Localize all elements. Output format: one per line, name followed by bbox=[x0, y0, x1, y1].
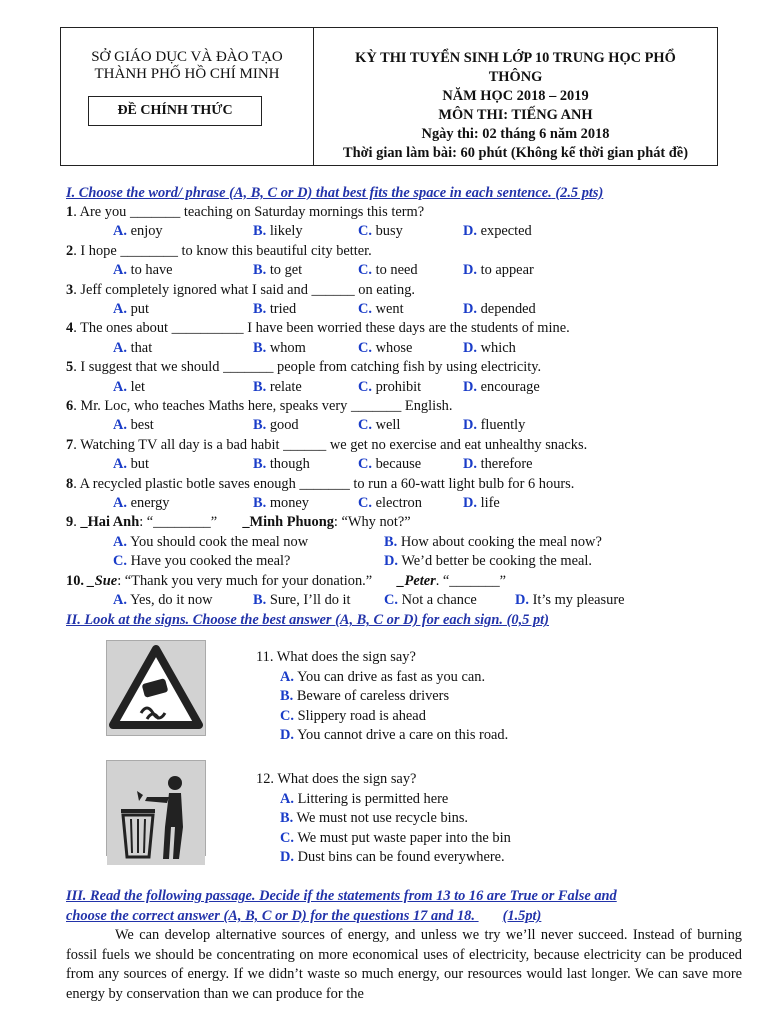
option-9a[interactable]: A. You should cook the meal now bbox=[113, 533, 309, 550]
option-3b[interactable]: B. tried bbox=[253, 301, 297, 317]
option-2a[interactable]: A. to have bbox=[113, 262, 173, 279]
option-8a[interactable]: A. energy bbox=[113, 494, 170, 511]
header-right bbox=[314, 28, 717, 165]
option-7b[interactable]: B. though bbox=[253, 456, 310, 473]
question-2-options bbox=[66, 261, 742, 280]
question-5: 5. I suggest that we should _______ people from catching fish by using electricity. bbox=[66, 359, 542, 376]
question-7: 7. Watching TV all day is a bad habit ______ we get no exercise and eat unhealthy snacks. bbox=[66, 436, 588, 453]
option-10c[interactable]: C. Not a chance bbox=[384, 591, 477, 608]
option-6d[interactable]: D. fluently bbox=[463, 417, 526, 434]
option-5b[interactable]: B. relate bbox=[253, 378, 302, 395]
exam-title: KỲ THI TUYỂN SINH LỚP 10 TRUNG HỌC PHỔ bbox=[355, 50, 676, 66]
option-10b[interactable]: B. Sure, I’ll do it bbox=[253, 591, 351, 608]
option-9b[interactable]: B. How about cooking the meal now? bbox=[384, 533, 602, 550]
option-2b[interactable]: B. to get bbox=[253, 262, 303, 279]
question-4-options bbox=[66, 339, 742, 358]
option-5d[interactable]: D. encourage bbox=[463, 378, 540, 395]
option-10d[interactable]: D. It’s my pleasure bbox=[515, 591, 625, 608]
question-list bbox=[66, 203, 742, 513]
option-4c[interactable]: C. whose bbox=[358, 339, 413, 356]
question-10-options bbox=[66, 591, 742, 610]
exam-subject: MÔN THI: TIẾNG ANH bbox=[438, 107, 593, 123]
option-1c[interactable]: C. busy bbox=[358, 223, 403, 240]
option-11d[interactable]: D. You cannot drive a care on this road. bbox=[280, 726, 509, 743]
exam-duration: Thời gian làm bài: 60 phút (Không kể thời gian phát đề) bbox=[342, 145, 688, 161]
question-11: 11. What does the sign say? A. You can drive as fast as you can. B. Beware of careless drivers C. Slippery road is ahead D. You cannot drive a care on this road. bbox=[256, 648, 508, 745]
option-8d[interactable]: D. life bbox=[463, 494, 500, 511]
option-12a[interactable]: A. Littering is permitted here bbox=[280, 790, 449, 807]
exam-title-cont: THÔNG bbox=[488, 69, 543, 85]
option-6b[interactable]: B. good bbox=[253, 417, 299, 434]
reading-passage: We can develop alternative sources of energy, and unless we try we’ll never succeed. Instead of burning fossil fuels we should be concentrating on more economical uses of electricity, because electricity can be produced from any sources of energy. If we didn’t waste so much energy, our resources would last longer. We can save more energy by conservation than we can produce for the bbox=[66, 927, 742, 1002]
option-2d[interactable]: D. to appear bbox=[463, 262, 534, 279]
option-12b[interactable]: B. We must not use recycle bins. bbox=[280, 810, 469, 827]
option-1d[interactable]: D. expected bbox=[463, 223, 532, 240]
question-3-options bbox=[66, 300, 742, 319]
question-5-options bbox=[66, 378, 742, 397]
question-9-options-row1 bbox=[66, 533, 742, 552]
question-3: 3. Jeff completely ignored what I said and ______ on eating. bbox=[66, 281, 416, 298]
option-6c[interactable]: C. well bbox=[358, 417, 401, 434]
official-stamp: ĐỀ CHÍNH THỨC bbox=[88, 96, 262, 126]
option-3d[interactable]: D. depended bbox=[463, 301, 536, 317]
exam-content bbox=[66, 183, 742, 1004]
question-2: 2. I hope ________ to know this beautiful city better. bbox=[66, 242, 372, 259]
question-4: 4. The ones about __________ I have been worried these days are the students of mine. bbox=[66, 320, 570, 337]
option-10a[interactable]: A. Yes, do it now bbox=[113, 591, 213, 608]
question-10: 10. _Sue: “Thank you very much for your donation.” _Peter. “_______” bbox=[66, 572, 507, 589]
section-1-title: I. Choose the word/ phrase (A, B, C or D) that best fits the space in each sentence. (2.5 pts) bbox=[66, 185, 604, 201]
option-6a[interactable]: A. best bbox=[113, 417, 154, 434]
sign-question-11 bbox=[66, 638, 742, 756]
option-12c[interactable]: C. We must put waste paper into the bin bbox=[280, 829, 511, 846]
option-4b[interactable]: B. whom bbox=[253, 339, 306, 356]
question-6: 6. Mr. Loc, who teaches Maths here, speaks very _______ English. bbox=[66, 397, 453, 414]
question-1: 1. Are you _______ teaching on Saturday mornings this term? bbox=[66, 204, 425, 220]
issuing-department: SỞ GIÁO DỤC VÀ ĐÀO TẠO THÀNH PHỐ HỒ CHÍ MINH bbox=[91, 49, 283, 82]
option-9c[interactable]: C. Have you cooked the meal? bbox=[113, 553, 291, 570]
option-11c[interactable]: C. Slippery road is ahead bbox=[280, 707, 426, 724]
exam-header bbox=[60, 27, 718, 166]
option-9d[interactable]: D. We’d better be cooking the meal. bbox=[384, 553, 592, 570]
litter-bin-sign-icon bbox=[106, 760, 206, 856]
option-8b[interactable]: B. money bbox=[253, 494, 309, 511]
school-year: NĂM HỌC 2018 – 2019 bbox=[442, 88, 589, 104]
option-4a[interactable]: A. that bbox=[113, 339, 153, 356]
option-7c[interactable]: C. because bbox=[358, 456, 422, 473]
option-3a[interactable]: A. put bbox=[113, 301, 149, 317]
section-2-title: II. Look at the signs. Choose the best answer (A, B, C or D) for each sign. (0,5 pt) bbox=[66, 612, 549, 629]
option-4d[interactable]: D. which bbox=[463, 339, 516, 356]
question-6-options bbox=[66, 416, 742, 435]
header-left bbox=[61, 28, 314, 165]
option-11b[interactable]: B. Beware of careless drivers bbox=[280, 688, 450, 705]
option-2c[interactable]: C. to need bbox=[358, 262, 418, 279]
question-9: 9. _Hai Anh: “________” _Minh Phuong: “Why not?” bbox=[66, 514, 411, 531]
option-7a[interactable]: A. but bbox=[113, 456, 149, 473]
question-9-options-row2 bbox=[66, 552, 742, 571]
question-12: 12. What does the sign say? A. Littering is permitted here B. We must not use recycle bins. C. We must put waste paper into the bin D. Dust bins can be found everywhere. bbox=[256, 770, 511, 867]
slippery-road-sign-icon bbox=[106, 640, 206, 736]
option-1a[interactable]: A. enjoy bbox=[113, 223, 163, 240]
question-8-options bbox=[66, 494, 742, 513]
option-8c[interactable]: C. electron bbox=[358, 494, 422, 511]
question-7-options bbox=[66, 455, 742, 474]
exam-date: Ngày thi: 02 tháng 6 năm 2018 bbox=[421, 126, 610, 142]
option-5c[interactable]: C. prohibit bbox=[358, 378, 422, 395]
section-3-title: III. Read the following passage. Decide if the statements from 13 to 16 are True or False and choose the correct answer (A, B, C or D) for the questions 17 and 18. (1.5pt) bbox=[66, 888, 617, 925]
question-8: 8. A recycled plastic botle saves enough _______ to run a 60-watt light bulb for 6 hours. bbox=[66, 475, 575, 492]
question-1-options bbox=[66, 222, 742, 241]
option-3c[interactable]: C. went bbox=[358, 301, 404, 317]
sign-question-12 bbox=[66, 760, 742, 884]
option-7d[interactable]: D. therefore bbox=[463, 456, 533, 473]
option-1b[interactable]: B. likely bbox=[253, 223, 303, 240]
option-12d[interactable]: D. Dust bins can be found everywhere. bbox=[280, 848, 505, 865]
option-5a[interactable]: A. let bbox=[113, 378, 145, 395]
option-11a[interactable]: A. You can drive as fast as you can. bbox=[280, 668, 486, 685]
